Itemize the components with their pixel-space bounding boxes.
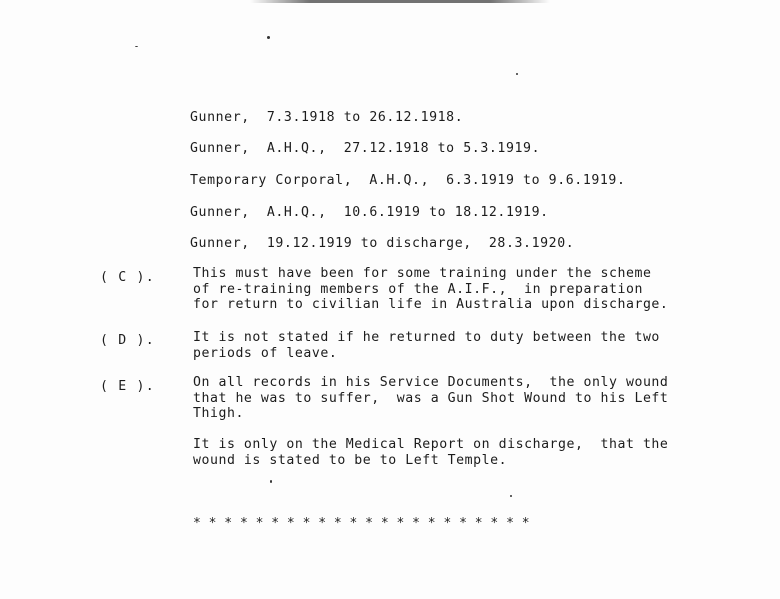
note-label-d: ( D ). — [100, 333, 155, 348]
scan-speck — [267, 36, 270, 39]
note-line: On all records in his Service Documents, the only wound — [193, 375, 669, 390]
note-line: This must have been for some training under the scheme — [193, 266, 652, 281]
note-label-e: ( E ). — [100, 379, 155, 394]
service-line: Temporary Corporal, A.H.Q., 6.3.1919 to 9.6.1919. — [190, 173, 626, 188]
paragraph-line: wound is stated to be to Left Temple. — [193, 452, 508, 468]
asterisk-separator: * * * * * * * * * * * * * * * * * * * * * * — [193, 516, 530, 531]
paragraph-line: It is only on the Medical Report on discharge, that the — [193, 437, 669, 452]
scan-top-edge — [250, 0, 550, 3]
note-line: for return to civilian life in Australia upon discharge. — [193, 297, 669, 312]
scan-speck — [135, 46, 138, 47]
service-line: Gunner, 7.3.1918 to 26.12.1918. — [190, 110, 464, 125]
service-line: Gunner, A.H.Q., 27.12.1918 to 5.3.1919. — [190, 141, 541, 156]
scan-speck — [270, 480, 272, 483]
service-line: Gunner, A.H.Q., 10.6.1919 to 18.12.1919. — [190, 205, 549, 220]
scan-speck — [510, 495, 512, 497]
note-text-c — [193, 266, 753, 313]
note-text-d — [193, 330, 753, 361]
note-line: Thigh. — [193, 406, 244, 421]
service-line: Gunner, 19.12.1919 to discharge, 28.3.1920. — [190, 236, 575, 251]
note-line: that he was to suffer, was a Gun Shot Wound to his Left — [193, 390, 669, 406]
note-label-c: ( C ). — [100, 270, 155, 285]
note-line: of re-training members of the A.I.F., in preparation — [193, 281, 643, 297]
note-line: periods of leave. — [193, 345, 338, 361]
note-line: It is not stated if he returned to duty between the two — [193, 330, 660, 345]
medical-report-paragraph — [193, 437, 753, 468]
note-text-e — [193, 375, 753, 422]
scan-speck — [516, 73, 518, 75]
